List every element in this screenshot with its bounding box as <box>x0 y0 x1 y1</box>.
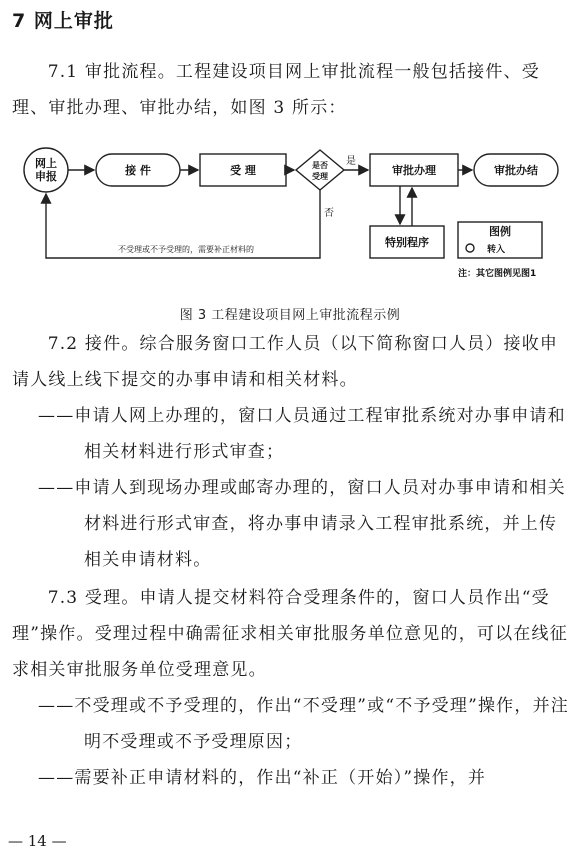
paragraph-7-2-a: ——申请人网上办理的，窗口人员通过工程审批系统对办事申请和相关材料进行形式审查； <box>38 406 566 462</box>
paragraph-7-2: 7.2 接件。综合服务窗口工作人员（以下简称窗口人员）接收申请人线上线下提交的办事申请和相关材料。 <box>12 334 559 390</box>
accept-label: 接 件 <box>125 164 151 177</box>
done-label: 审批办结 <box>494 164 538 177</box>
legend-item: 转入 <box>486 245 506 255</box>
paragraph-7-3: 7.3 受理。申请人提交材料符合受理条件的，窗口人员作出“受理”操作。受理过程中确需征求相关审批服务单位意见的，可以在线征求相关审批服务单位受理意见。 <box>12 588 568 680</box>
paragraph-7-3-a: ——不受理或不予受理的，作出“不受理”或“不予受理”操作，并注明不受理或不予受理原因； <box>38 696 569 752</box>
process-label: 审批办理 <box>392 164 436 177</box>
page-number: — 14 — <box>8 832 67 850</box>
start-label-2: 申报 <box>35 170 57 183</box>
decision-label-2: 受理 <box>312 172 328 181</box>
figure-caption: 图 3 工程建设项目网上审批流程示例 <box>179 308 401 323</box>
section-heading: 7 网上审批 <box>12 10 114 32</box>
decision-label-1: 是否 <box>312 161 328 170</box>
start-label-1: 网上 <box>35 157 57 170</box>
no-label: 否 <box>324 208 334 219</box>
paragraph-7-3-b: ——需要补正申请材料的，作出“补正（开始）”操作，并 <box>38 768 487 788</box>
return-note: 不受理或不予受理的，需要补正材料的 <box>118 245 254 254</box>
paragraph-7-2-b: ——申请人到现场办理或邮寄办理的，窗口人员对办事申请和相关材料进行形式审查，将办事申请录入工程审批系统，并上传相关申请材料。 <box>38 478 566 570</box>
special-label: 特别程序 <box>385 236 429 249</box>
decision-node <box>296 150 344 190</box>
paragraph-7-1: 7.1 审批流程。工程建设项目网上审批流程一般包括接件、受理、审批办理、审批办结，如图 3 所示： <box>12 62 540 118</box>
approval-flowchart <box>18 138 563 296</box>
legend-title: 图例 <box>489 225 511 238</box>
yes-label: 是 <box>346 156 356 167</box>
receive-label: 受 理 <box>230 164 256 177</box>
legend-note: 注：其它图例见图1 <box>458 269 537 279</box>
